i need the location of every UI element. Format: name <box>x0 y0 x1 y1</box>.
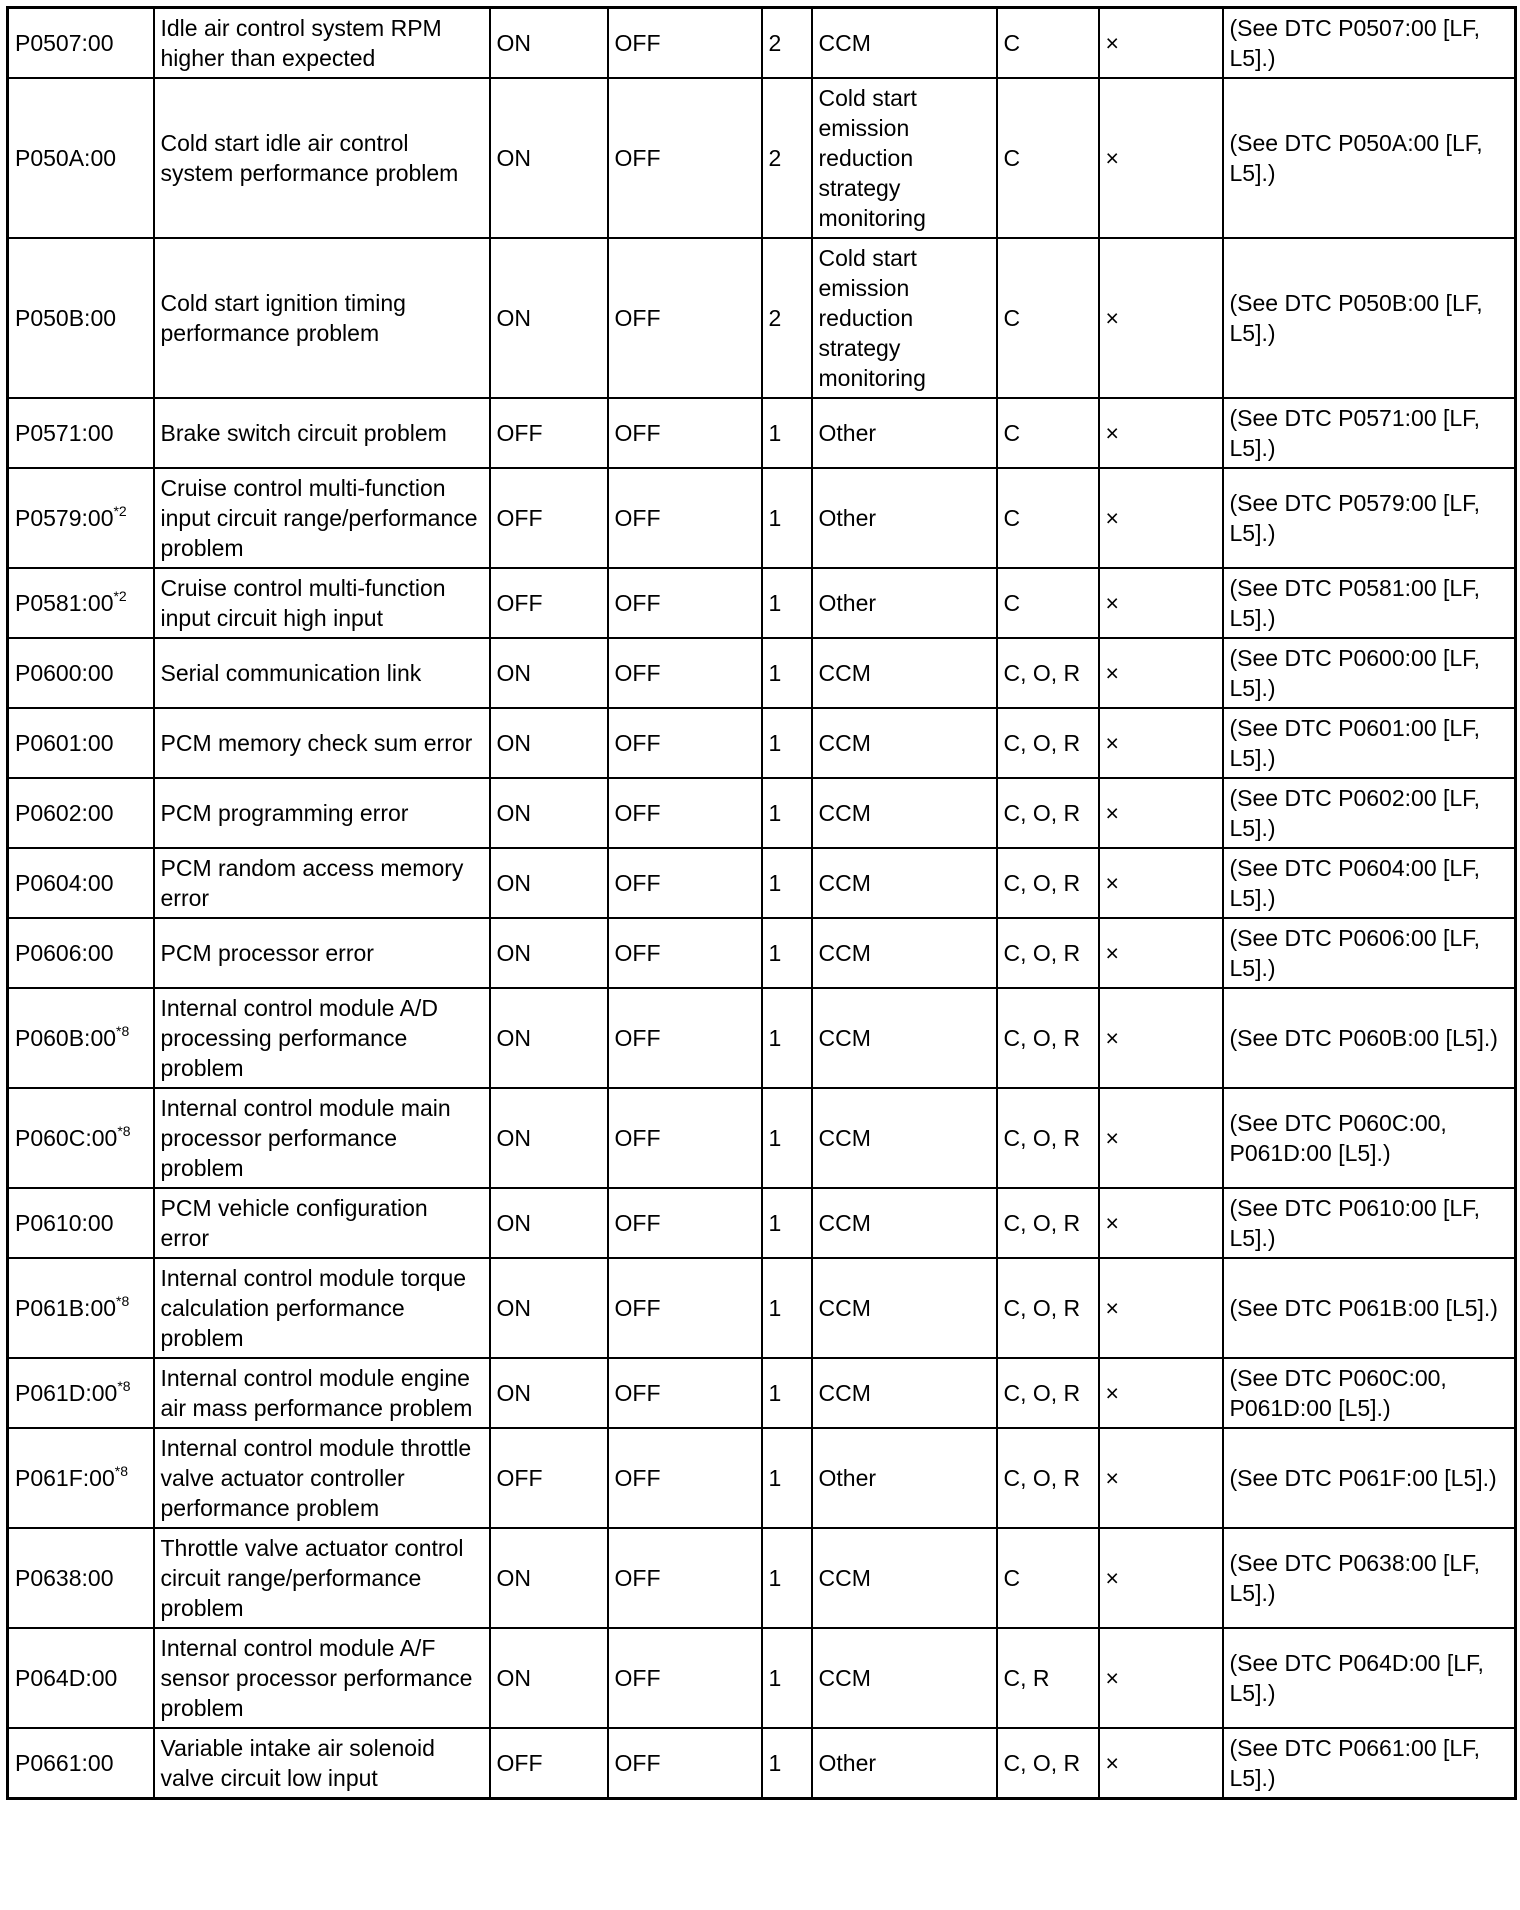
mil-cell: ON <box>490 918 608 988</box>
monitor-item-cell: CCM <box>812 1358 997 1428</box>
self-test-type-cell: C, O, R <box>997 918 1099 988</box>
description-cell: Internal control module throttle valve actuator controller performance problem <box>154 1428 490 1528</box>
reference-cell: (See DTC P0606:00 [LF, L5].) <box>1223 918 1516 988</box>
status-cell: OFF <box>608 1358 762 1428</box>
self-test-type-cell: C, O, R <box>997 1258 1099 1358</box>
trip-cell: 2 <box>762 238 812 398</box>
description-cell: Internal control module engine air mass performance problem <box>154 1358 490 1428</box>
dtc-code: P0601:00 <box>15 730 114 756</box>
dtc-code: P064D:00 <box>15 1665 118 1691</box>
reference-cell: (See DTC P0638:00 [LF, L5].) <box>1223 1528 1516 1628</box>
description-cell: Cold start ignition timing performance problem <box>154 238 490 398</box>
monitor-item-cell: Cold start emission reduction strategy monitoring <box>812 238 997 398</box>
reference-cell: (See DTC P0600:00 [LF, L5].) <box>1223 638 1516 708</box>
monitor-item-cell: CCM <box>812 1528 997 1628</box>
mil-cell: ON <box>490 988 608 1088</box>
table-row <box>8 1088 1516 1188</box>
monitor-item-cell: Other <box>812 1728 997 1799</box>
table-row <box>8 568 1516 638</box>
monitor-item-cell: CCM <box>812 638 997 708</box>
self-test-type-cell: C, O, R <box>997 988 1099 1088</box>
x-mark-cell: × <box>1099 988 1223 1088</box>
x-mark-cell: × <box>1099 1428 1223 1528</box>
dtc-code: P0507:00 <box>15 30 114 56</box>
status-cell: OFF <box>608 1728 762 1799</box>
status-cell: OFF <box>608 1628 762 1728</box>
table-row <box>8 1258 1516 1358</box>
x-mark-cell: × <box>1099 468 1223 568</box>
status-cell: OFF <box>608 1428 762 1528</box>
self-test-type-cell: C <box>997 468 1099 568</box>
dtc-code-cell <box>8 848 154 918</box>
dtc-code: P060C:00 <box>15 1125 118 1151</box>
self-test-type-cell: C, R <box>997 1628 1099 1728</box>
mil-cell: ON <box>490 1188 608 1258</box>
mil-cell: ON <box>490 848 608 918</box>
mil-cell: ON <box>490 78 608 238</box>
x-mark-cell: × <box>1099 708 1223 778</box>
status-cell: OFF <box>608 1258 762 1358</box>
table-row <box>8 1528 1516 1628</box>
status-cell: OFF <box>608 468 762 568</box>
dtc-code: P0638:00 <box>15 1565 114 1591</box>
self-test-type-cell: C, O, R <box>997 778 1099 848</box>
monitor-item-cell: Other <box>812 1428 997 1528</box>
trip-cell: 1 <box>762 1728 812 1799</box>
footnote-mark: *2 <box>113 503 127 519</box>
x-mark-cell: × <box>1099 568 1223 638</box>
dtc-code: P0604:00 <box>15 870 114 896</box>
dtc-code: P0571:00 <box>15 420 114 446</box>
description-cell: Brake switch circuit problem <box>154 398 490 468</box>
trip-cell: 1 <box>762 1358 812 1428</box>
monitor-item-cell: Cold start emission reduction strategy monitoring <box>812 78 997 238</box>
description-cell: Internal control module A/F sensor processor performance problem <box>154 1628 490 1728</box>
status-cell: OFF <box>608 988 762 1088</box>
reference-cell: (See DTC P060C:00, P061D:00 [L5].) <box>1223 1358 1516 1428</box>
mil-cell: ON <box>490 8 608 79</box>
table-row <box>8 8 1516 79</box>
description-cell: Internal control module A/D processing performance problem <box>154 988 490 1088</box>
mil-cell: ON <box>490 638 608 708</box>
reference-cell: (See DTC P050B:00 [LF, L5].) <box>1223 238 1516 398</box>
x-mark-cell: × <box>1099 1088 1223 1188</box>
reference-cell: (See DTC P0579:00 [LF, L5].) <box>1223 468 1516 568</box>
reference-cell: (See DTC P0661:00 [LF, L5].) <box>1223 1728 1516 1799</box>
description-cell: PCM programming error <box>154 778 490 848</box>
status-cell: OFF <box>608 238 762 398</box>
x-mark-cell: × <box>1099 78 1223 238</box>
description-cell: Serial communication link <box>154 638 490 708</box>
dtc-code-cell <box>8 1088 154 1188</box>
monitor-item-cell: CCM <box>812 778 997 848</box>
trip-cell: 1 <box>762 398 812 468</box>
dtc-code: P0600:00 <box>15 660 114 686</box>
dtc-code: P0602:00 <box>15 800 114 826</box>
monitor-item-cell: CCM <box>812 848 997 918</box>
status-cell: OFF <box>608 708 762 778</box>
description-cell: Cruise control multi-function input circuit high input <box>154 568 490 638</box>
reference-cell: (See DTC P0610:00 [LF, L5].) <box>1223 1188 1516 1258</box>
reference-cell: (See DTC P0601:00 [LF, L5].) <box>1223 708 1516 778</box>
monitor-item-cell: Other <box>812 468 997 568</box>
dtc-code-cell <box>8 1428 154 1528</box>
reference-cell: (See DTC P0602:00 [LF, L5].) <box>1223 778 1516 848</box>
mil-cell: OFF <box>490 568 608 638</box>
monitor-item-cell: CCM <box>812 708 997 778</box>
description-cell: PCM vehicle configuration error <box>154 1188 490 1258</box>
self-test-type-cell: C, O, R <box>997 848 1099 918</box>
self-test-type-cell: C, O, R <box>997 708 1099 778</box>
table-row <box>8 398 1516 468</box>
table-row <box>8 78 1516 238</box>
reference-cell: (See DTC P0604:00 [LF, L5].) <box>1223 848 1516 918</box>
monitor-item-cell: Other <box>812 568 997 638</box>
dtc-code-cell <box>8 1628 154 1728</box>
self-test-type-cell: C <box>997 568 1099 638</box>
mil-cell: ON <box>490 1088 608 1188</box>
mil-cell: ON <box>490 1358 608 1428</box>
reference-cell: (See DTC P0571:00 [LF, L5].) <box>1223 398 1516 468</box>
monitor-item-cell: CCM <box>812 1258 997 1358</box>
status-cell: OFF <box>608 1088 762 1188</box>
trip-cell: 1 <box>762 1628 812 1728</box>
self-test-type-cell: C, O, R <box>997 1188 1099 1258</box>
trip-cell: 1 <box>762 848 812 918</box>
x-mark-cell: × <box>1099 8 1223 79</box>
dtc-code-cell <box>8 918 154 988</box>
table-row <box>8 238 1516 398</box>
status-cell: OFF <box>608 568 762 638</box>
x-mark-cell: × <box>1099 1628 1223 1728</box>
dtc-code: P061F:00 <box>15 1465 115 1491</box>
status-cell: OFF <box>608 778 762 848</box>
self-test-type-cell: C, O, R <box>997 1428 1099 1528</box>
dtc-code-cell <box>8 988 154 1088</box>
dtc-code: P050B:00 <box>15 305 117 331</box>
reference-cell: (See DTC P050A:00 [LF, L5].) <box>1223 78 1516 238</box>
trip-cell: 1 <box>762 918 812 988</box>
mil-cell: OFF <box>490 1728 608 1799</box>
reference-cell: (See DTC P0507:00 [LF, L5].) <box>1223 8 1516 79</box>
description-cell: Internal control module main processor performance problem <box>154 1088 490 1188</box>
x-mark-cell: × <box>1099 778 1223 848</box>
status-cell: OFF <box>608 918 762 988</box>
footnote-mark: *8 <box>117 1123 131 1139</box>
description-cell: Cruise control multi-function input circuit range/performance problem <box>154 468 490 568</box>
x-mark-cell: × <box>1099 848 1223 918</box>
dtc-code-cell <box>8 468 154 568</box>
trip-cell: 1 <box>762 568 812 638</box>
footnote-mark: *8 <box>114 1463 128 1479</box>
trip-cell: 1 <box>762 638 812 708</box>
x-mark-cell: × <box>1099 918 1223 988</box>
trip-cell: 1 <box>762 468 812 568</box>
dtc-code: P0579:00 <box>15 505 114 531</box>
self-test-type-cell: C <box>997 1528 1099 1628</box>
dtc-code-cell <box>8 78 154 238</box>
trip-cell: 1 <box>762 1528 812 1628</box>
dtc-code-cell <box>8 238 154 398</box>
status-cell: OFF <box>608 8 762 79</box>
description-cell: Throttle valve actuator control circuit range/performance problem <box>154 1528 490 1628</box>
table-row <box>8 848 1516 918</box>
x-mark-cell: × <box>1099 1358 1223 1428</box>
dtc-code: P0581:00 <box>15 590 114 616</box>
x-mark-cell: × <box>1099 398 1223 468</box>
status-cell: OFF <box>608 638 762 708</box>
reference-cell: (See DTC P0581:00 [LF, L5].) <box>1223 568 1516 638</box>
monitor-item-cell: Other <box>812 398 997 468</box>
table-row <box>8 778 1516 848</box>
dtc-code-cell <box>8 8 154 79</box>
mil-cell: ON <box>490 1628 608 1728</box>
dtc-code: P050A:00 <box>15 145 117 171</box>
monitor-item-cell: CCM <box>812 988 997 1088</box>
table-row <box>8 638 1516 708</box>
self-test-type-cell: C <box>997 238 1099 398</box>
trip-cell: 1 <box>762 1258 812 1358</box>
trip-cell: 1 <box>762 1088 812 1188</box>
description-cell: PCM processor error <box>154 918 490 988</box>
trip-cell: 2 <box>762 78 812 238</box>
self-test-type-cell: C, O, R <box>997 638 1099 708</box>
mil-cell: ON <box>490 1528 608 1628</box>
status-cell: OFF <box>608 1188 762 1258</box>
self-test-type-cell: C <box>997 8 1099 79</box>
dtc-code: P0661:00 <box>15 1750 114 1776</box>
reference-cell: (See DTC P061B:00 [L5].) <box>1223 1258 1516 1358</box>
dtc-code-cell <box>8 1358 154 1428</box>
dtc-code-cell <box>8 1728 154 1799</box>
dtc-code-cell <box>8 708 154 778</box>
dtc-table <box>6 6 1517 1800</box>
dtc-code: P061B:00 <box>15 1295 117 1321</box>
mil-cell: ON <box>490 1258 608 1358</box>
description-cell: PCM random access memory error <box>154 848 490 918</box>
table-row <box>8 1188 1516 1258</box>
dtc-code-cell <box>8 398 154 468</box>
x-mark-cell: × <box>1099 1188 1223 1258</box>
table-row <box>8 468 1516 568</box>
trip-cell: 1 <box>762 708 812 778</box>
dtc-code: P0606:00 <box>15 940 114 966</box>
table-row <box>8 1628 1516 1728</box>
self-test-type-cell: C, O, R <box>997 1728 1099 1799</box>
description-cell: Cold start idle air control system performance problem <box>154 78 490 238</box>
dtc-code-cell <box>8 1188 154 1258</box>
footnote-mark: *2 <box>113 588 127 604</box>
x-mark-cell: × <box>1099 1528 1223 1628</box>
trip-cell: 1 <box>762 988 812 1088</box>
mil-cell: OFF <box>490 468 608 568</box>
trip-cell: 1 <box>762 778 812 848</box>
footnote-mark: *8 <box>116 1293 130 1309</box>
x-mark-cell: × <box>1099 1728 1223 1799</box>
status-cell: OFF <box>608 78 762 238</box>
self-test-type-cell: C, O, R <box>997 1358 1099 1428</box>
reference-cell: (See DTC P064D:00 [LF, L5].) <box>1223 1628 1516 1728</box>
table-row <box>8 1428 1516 1528</box>
footnote-mark: *8 <box>117 1378 131 1394</box>
mil-cell: ON <box>490 778 608 848</box>
description-cell: PCM memory check sum error <box>154 708 490 778</box>
reference-cell: (See DTC P060C:00, P061D:00 [L5].) <box>1223 1088 1516 1188</box>
table-row <box>8 1358 1516 1428</box>
self-test-type-cell: C, O, R <box>997 1088 1099 1188</box>
mil-cell: OFF <box>490 1428 608 1528</box>
mil-cell: OFF <box>490 398 608 468</box>
trip-cell: 2 <box>762 8 812 79</box>
x-mark-cell: × <box>1099 638 1223 708</box>
dtc-code-cell <box>8 638 154 708</box>
dtc-code: P060B:00 <box>15 1025 117 1051</box>
monitor-item-cell: CCM <box>812 1088 997 1188</box>
status-cell: OFF <box>608 1528 762 1628</box>
description-cell: Variable intake air solenoid valve circuit low input <box>154 1728 490 1799</box>
dtc-code: P0610:00 <box>15 1210 114 1236</box>
dtc-code-cell <box>8 1258 154 1358</box>
monitor-item-cell: CCM <box>812 918 997 988</box>
x-mark-cell: × <box>1099 238 1223 398</box>
dtc-code: P061D:00 <box>15 1380 118 1406</box>
dtc-table-body <box>8 8 1516 1799</box>
monitor-item-cell: CCM <box>812 8 997 79</box>
description-cell: Internal control module torque calculation performance problem <box>154 1258 490 1358</box>
table-row <box>8 988 1516 1088</box>
status-cell: OFF <box>608 398 762 468</box>
description-cell: Idle air control system RPM higher than expected <box>154 8 490 79</box>
monitor-item-cell: CCM <box>812 1628 997 1728</box>
trip-cell: 1 <box>762 1188 812 1258</box>
reference-cell: (See DTC P060B:00 [L5].) <box>1223 988 1516 1088</box>
dtc-code-cell <box>8 778 154 848</box>
footnote-mark: *8 <box>116 1023 130 1039</box>
reference-cell: (See DTC P061F:00 [L5].) <box>1223 1428 1516 1528</box>
self-test-type-cell: C <box>997 78 1099 238</box>
mil-cell: ON <box>490 708 608 778</box>
x-mark-cell: × <box>1099 1258 1223 1358</box>
self-test-type-cell: C <box>997 398 1099 468</box>
dtc-code-cell <box>8 1528 154 1628</box>
status-cell: OFF <box>608 848 762 918</box>
table-row <box>8 918 1516 988</box>
dtc-code-cell <box>8 568 154 638</box>
monitor-item-cell: CCM <box>812 1188 997 1258</box>
trip-cell: 1 <box>762 1428 812 1528</box>
table-row <box>8 1728 1516 1799</box>
mil-cell: ON <box>490 238 608 398</box>
table-row <box>8 708 1516 778</box>
